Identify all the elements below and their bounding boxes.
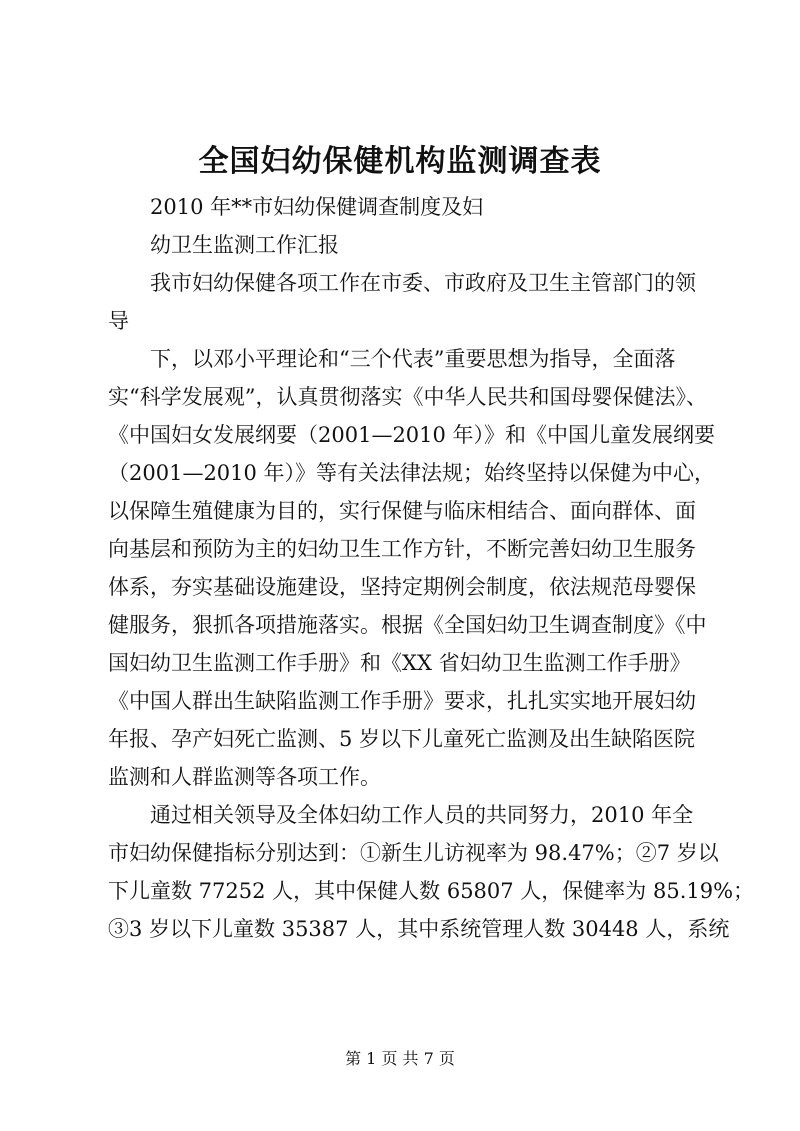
page-number: 第 1 页 共 7 页 xyxy=(345,1049,455,1068)
paragraph-line: （2001—2010 年）》等有关法律法规；始终坚持以保健为中心， xyxy=(108,461,716,485)
paragraph-line: 《中国人群出生缺陷监测工作手册》要求，扎扎实实地开展妇幼 xyxy=(108,689,696,713)
document-title: 全国妇幼保健机构监测调查表 xyxy=(198,144,602,179)
paragraph-line: 向基层和预防为主的妇幼卫生工作方针，不断完善妇幼卫生服务 xyxy=(108,537,696,561)
paragraph-line: 健服务，狠抓各项措施落实。根据《全国妇幼卫生调查制度》《中 xyxy=(108,613,707,637)
paragraph-line: 2010 年**市妇幼保健调查制度及妇 xyxy=(150,195,484,219)
paragraph-line: ③3 岁以下儿童数 35387 人，其中系统管理人数 30448 人，系统 xyxy=(108,917,730,941)
paragraph-line: 国妇幼卫生监测工作手册》和《XX 省妇幼卫生监测工作手册》 xyxy=(108,651,691,675)
paragraph-line: 我市妇幼保健各项工作在市委、市政府及卫生主管部门的领 xyxy=(150,271,696,295)
paragraph-line: 市妇幼保健指标分别达到：①新生儿访视率为 98.47%；②7 岁以 xyxy=(108,841,719,865)
paragraph-line: 下儿童数 77252 人，其中保健人数 65807 人，保健率为 85.19%； xyxy=(108,879,755,903)
paragraph-line: 通过相关领导及全体妇幼工作人员的共同努力，2010 年全 xyxy=(150,803,694,827)
paragraph-line: 监测和人群监测等各项工作。 xyxy=(108,765,381,789)
paragraph-line: 实“科学发展观”，认真贯彻落实《中华人民共和国母婴保健法》、 xyxy=(108,385,707,409)
paragraph-line: 导 xyxy=(108,309,129,333)
paragraph-line: 以保障生殖健康为目的，实行保健与临床相结合、面向群体、面 xyxy=(108,499,696,523)
paragraph-line: 幼卫生监测工作汇报 xyxy=(150,233,339,257)
paragraph-line: 体系，夯实基础设施建设，坚持定期例会制度，依法规范母婴保 xyxy=(108,575,696,599)
paragraph-line: 下，以邓小平理论和“三个代表”重要思想为指导，全面落 xyxy=(150,347,676,371)
paragraph-line: 《中国妇女发展纲要（2001—2010 年）》和《中国儿童发展纲要 xyxy=(108,423,716,447)
paragraph-line: 年报、孕产妇死亡监测、5 岁以下儿童死亡监测及出生缺陷医院 xyxy=(108,727,696,751)
